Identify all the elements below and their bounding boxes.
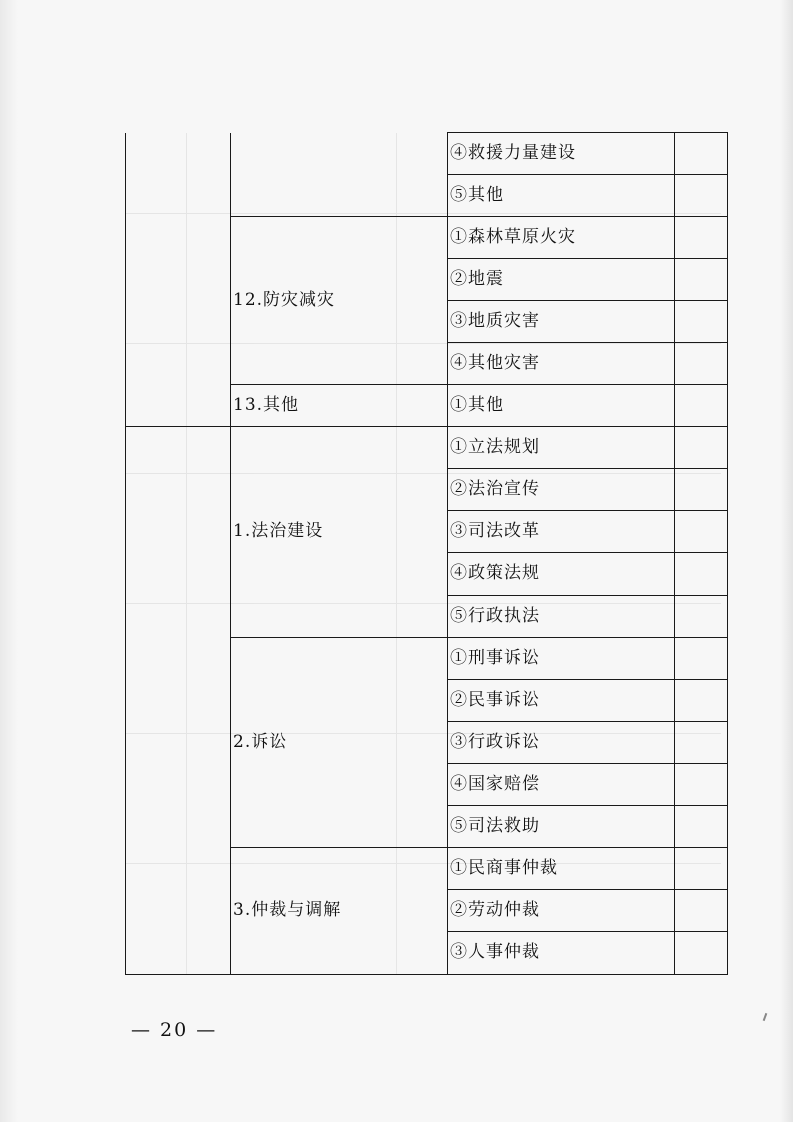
level3-cell: ⑤其他 — [448, 175, 675, 217]
empty-cell — [675, 217, 728, 259]
level2-cell: 13.其他 — [231, 385, 448, 427]
empty-cell — [675, 679, 728, 721]
empty-cell — [675, 805, 728, 847]
table-row — [126, 133, 728, 175]
empty-cell — [675, 931, 728, 974]
level3-cell: ③地质灾害 — [448, 301, 675, 343]
empty-cell — [675, 553, 728, 595]
level3-cell: ②法治宣传 — [448, 469, 675, 511]
level3-cell: ①森林草原火灾 — [448, 217, 675, 259]
empty-cell — [675, 175, 728, 217]
table-row — [126, 427, 728, 469]
empty-cell — [675, 427, 728, 469]
page-number: — 20 — — [131, 1019, 218, 1041]
level3-cell: ①立法规划 — [448, 427, 675, 469]
level3-cell: ③司法改革 — [448, 511, 675, 553]
level2-cell: 2.诉讼 — [231, 637, 448, 847]
empty-cell — [675, 469, 728, 511]
empty-cell — [675, 595, 728, 637]
level3-cell: ④救援力量建设 — [448, 133, 675, 175]
level3-cell: ①其他 — [448, 385, 675, 427]
level2-cell: 3.仲裁与调解 — [231, 847, 448, 974]
empty-cell — [675, 385, 728, 427]
empty-cell — [675, 637, 728, 679]
level3-cell: ①刑事诉讼 — [448, 637, 675, 679]
level3-cell: ③人事仲裁 — [448, 931, 675, 974]
empty-cell — [675, 301, 728, 343]
empty-cell — [675, 889, 728, 931]
level3-cell: ⑤行政执法 — [448, 595, 675, 637]
level3-cell: ④其他灾害 — [448, 343, 675, 385]
empty-cell — [675, 133, 728, 175]
level3-cell: ①民商事仲裁 — [448, 847, 675, 889]
level3-cell: ②民事诉讼 — [448, 679, 675, 721]
empty-cell — [675, 343, 728, 385]
scan-speck — [763, 1013, 768, 1021]
level3-cell: ③行政诉讼 — [448, 721, 675, 763]
level2-cell — [231, 133, 448, 217]
empty-cell — [675, 511, 728, 553]
level3-cell: ④政策法规 — [448, 553, 675, 595]
level3-cell: ②劳动仲裁 — [448, 889, 675, 931]
empty-cell — [675, 259, 728, 301]
level1-cell — [126, 133, 231, 427]
level1-cell — [126, 427, 231, 975]
level2-cell: 1.法治建设 — [231, 427, 448, 637]
empty-cell — [675, 763, 728, 805]
level3-cell: ⑤司法救助 — [448, 805, 675, 847]
empty-cell — [675, 721, 728, 763]
empty-cell — [675, 847, 728, 889]
classification-table — [125, 132, 728, 975]
level3-cell: ④国家赔偿 — [448, 763, 675, 805]
level2-cell: 12.防灾减灾 — [231, 217, 448, 385]
level3-cell: ②地震 — [448, 259, 675, 301]
